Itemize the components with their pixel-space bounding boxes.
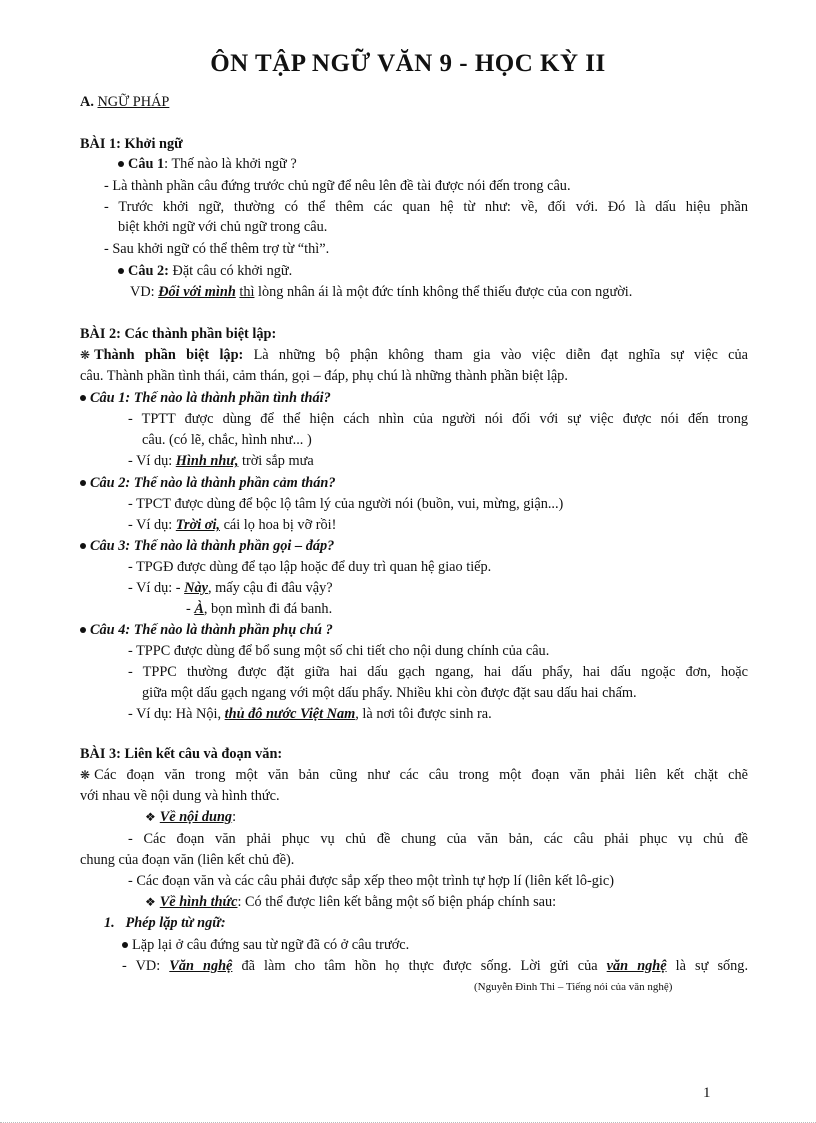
bullet-icon <box>118 161 124 167</box>
bai2-c4-line2b: giữa một dấu gạch ngang với một dấu phẩy. Nhiều khi còn được đặt sau dấu hai chấm. <box>142 685 637 701</box>
bai3-hinh-thuc: ❖ Về hình thức: Có thể được liên kết bằng một số biện pháp chính sau: <box>145 894 557 910</box>
bai3-nd-line2: - Các đoạn văn và các câu phải được sắp xếp theo một trình tự hợp lí (liên kết lô-gic) <box>128 873 614 889</box>
bai2-c4-example: - Ví dụ: Hà Nội, thủ đô nước Việt Nam, là nơi tôi được sinh ra. <box>128 706 492 722</box>
bai2-heading: BÀI 2: Các thành phần biệt lập: <box>80 326 277 342</box>
bai1-line1: - Là thành phần câu đứng trước chủ ngữ để nêu lên đề tài được nói đến trong câu. <box>104 178 571 194</box>
bai2-c1-example: - Ví dụ: Hình như, trời sắp mưa <box>128 453 314 469</box>
bai3-nd-line1a: - Các đoạn văn phải phục vụ chủ đề chung của văn bản, các câu phải phục vụ chủ đề <box>128 831 748 847</box>
bai2-c1-heading: Câu 1: Thế nào là thành phần tình thái? <box>80 389 331 407</box>
bai1-line2b: biệt khởi ngữ với chủ ngữ trong câu. <box>118 219 328 235</box>
diamond-icon: ❖ <box>145 810 156 824</box>
bai2-c1-line2: câu. (có lẽ, chắc, hình như... ) <box>142 432 312 448</box>
bai1-question-1: Câu 1: Thế nào là khởi ngữ ? <box>118 155 297 173</box>
bai2-c3-example2: - À, bọn mình đi đá banh. <box>186 601 333 617</box>
bai2-c3-line1: - TPGĐ được dùng để tạo lập hoặc để duy trì quan hệ giao tiếp. <box>128 559 492 575</box>
bai2-c4-heading: Câu 4: Thế nào là thành phần phụ chú ? <box>80 621 333 639</box>
bullet-icon <box>80 627 86 633</box>
page-number: 1 <box>703 1085 711 1101</box>
bullet-icon <box>80 395 86 401</box>
bullet-icon <box>80 480 86 486</box>
bai3-phep-lap: 1. Phép lặp từ ngữ: <box>104 915 226 931</box>
asterisk-icon: ❋ <box>80 768 91 782</box>
bai2-intro: ❋ Thành phần biệt lập: Là những bộ phận không tham gia vào việc diễn đạt nghĩa sự việc của <box>80 347 748 363</box>
bai1-line2a: - Trước khởi ngữ, thường có thể thêm các quan hệ từ như: về, đối với. Đó là dấu hiệu phần <box>104 199 748 215</box>
bai1-example: VD: Đối với mình thì lòng nhân ái là một đức tính không thể thiếu được của con người. <box>130 284 633 300</box>
bai3-heading: BÀI 3: Liên kết câu và đoạn văn: <box>80 746 283 762</box>
bai3-p1-source: (Nguyễn Đình Thi – Tiếng nói của văn nghệ) <box>474 981 673 993</box>
bai2-c2-example: - Ví dụ: Trời ơi, cái lọ hoa bị vỡ rồi! <box>128 517 337 533</box>
bai2-c4-line2a: - TPPC thường được đặt giữa hai dấu gạch ngang, hai dấu phẩy, hai dấu ngoặc đơn, hoặc <box>128 664 748 680</box>
bullet-icon <box>122 942 128 948</box>
bai2-c3-heading: Câu 3: Thế nào là thành phần gọi – đáp? <box>80 537 334 555</box>
document-title: ÔN TẬP NGỮ VĂN 9 - HỌC KỲ II <box>210 50 606 77</box>
bai3-intro-line2: với nhau về nội dung và hình thức. <box>80 788 280 804</box>
bai3-p1-example: - VD: Văn nghệ đã làm cho tâm hồn họ thực được sống. Lời gửi của văn nghệ là sự sống. <box>122 958 749 974</box>
bullet-icon <box>80 543 86 549</box>
bai3-nd-line1b: chung của đoạn văn (liên kết chủ đề). <box>80 852 295 868</box>
bai2-c2-line1: - TPCT được dùng để bộc lộ tâm lý của người nói (buồn, vui, mừng, giận...) <box>128 496 564 512</box>
bai2-c3-example: - Ví dụ: - Này, mấy cậu đi đâu vậy? <box>128 580 333 596</box>
bai1-line3: - Sau khởi ngữ có thể thêm trợ từ “thì”. <box>104 241 330 257</box>
asterisk-icon: ❋ <box>80 348 91 362</box>
section-a-label: NGỮ PHÁP <box>97 94 170 110</box>
bullet-icon <box>118 268 124 274</box>
bai1-question-2: Câu 2: Đặt câu có khởi ngữ. <box>118 262 292 280</box>
bai2-c1-line1: - TPTT được dùng để thể hiện cách nhìn của người nói đối với sự việc được nói đến trong <box>128 411 748 427</box>
bai3-noi-dung: ❖ Về nội dung: <box>145 809 237 825</box>
bai3-intro: ❋ Các đoạn văn trong một văn bản cũng như các câu trong một đoạn văn phải liên kết chặt chẽ <box>80 767 748 783</box>
bai2-intro-line2: câu. Thành phần tình thái, cảm thán, gọi – đáp, phụ chú là những thành phần biệt lập. <box>80 368 568 384</box>
bai2-c4-line1: - TPPC được dùng để bổ sung một số chi tiết cho nội dung chính của câu. <box>128 643 550 659</box>
section-a-heading: A. NGỮ PHÁP <box>80 94 170 110</box>
bai2-c2-heading: Câu 2: Thế nào là thành phần cảm thán? <box>80 474 336 492</box>
diamond-icon: ❖ <box>145 895 156 909</box>
bai1-heading: BÀI 1: Khởi ngữ <box>80 136 183 152</box>
bai3-p1-line1: Lặp lại ở câu đứng sau từ ngữ đã có ở câu trước. <box>122 936 409 954</box>
